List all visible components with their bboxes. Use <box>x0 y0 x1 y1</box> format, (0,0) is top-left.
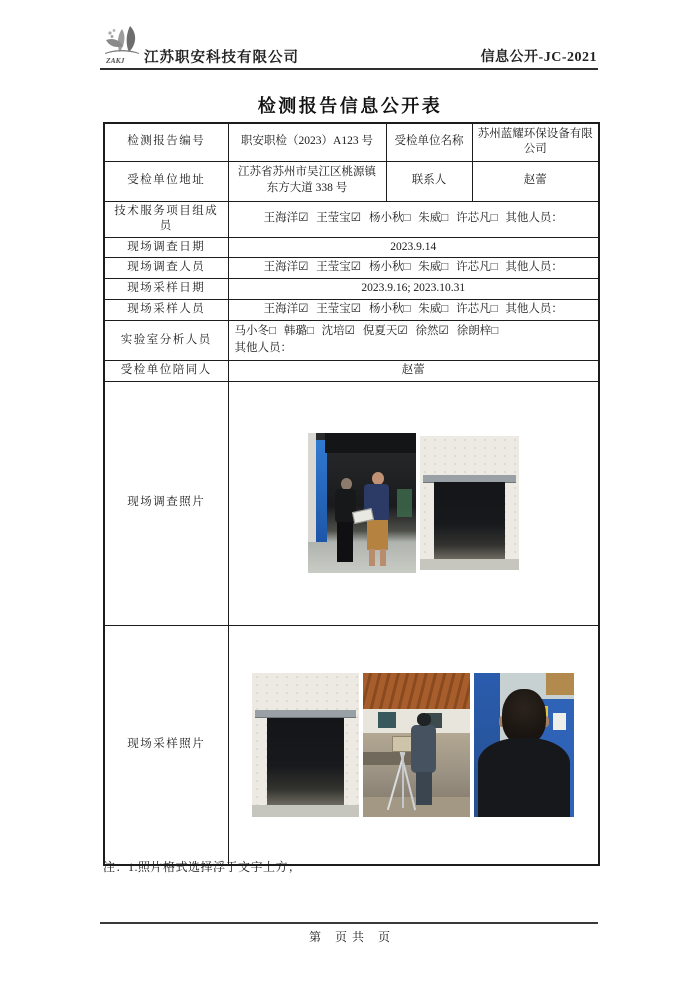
escort-value: 赵蕾 <box>228 361 599 382</box>
survey-staff-label: 现场调查人员 <box>104 258 228 279</box>
table-row <box>104 361 599 382</box>
lab-analysts-line1: 马小冬□ 韩璐□ 沈培☑ 倪夏天☑ 徐然☑ 徐朗梓□ <box>234 324 499 337</box>
survey-date-value: 2023.9.14 <box>228 237 599 258</box>
report-no-label: 检测报告编号 <box>104 123 228 161</box>
report-info-table <box>103 122 600 866</box>
sampling-date-value: 2023.9.16; 2023.10.31 <box>228 279 599 300</box>
survey-staff-value: 王海洋☑ 王莹宝☑ 杨小秋□ 朱威□ 许芯凡□ 其他人员： <box>228 258 599 279</box>
table-row <box>104 237 599 258</box>
doc-code: 信息公开-JC-2021 <box>480 50 597 65</box>
photo-door-lintel <box>423 475 516 482</box>
unit-name-value: 苏州蓝耀环保设备有限公司 <box>472 123 599 161</box>
unit-address-label: 受检单位地址 <box>104 161 228 201</box>
page-title: 检测报告信息公开表 <box>257 96 443 116</box>
table-row <box>104 320 599 361</box>
photo-worker-legs <box>416 772 432 805</box>
team-members-label: 技术服务项目组成员 <box>104 201 228 237</box>
survey-photos-cell <box>228 381 599 625</box>
table-row <box>104 123 599 161</box>
company-logo <box>99 25 145 67</box>
photo-head-back <box>502 689 546 744</box>
sampling-photo-entrance <box>252 673 359 817</box>
table-row <box>104 279 599 300</box>
lab-analysts-value <box>228 320 599 361</box>
sampling-photo-strip <box>233 673 595 817</box>
sampling-date-label: 现场采样日期 <box>104 279 228 300</box>
photo-shoulders <box>478 738 570 817</box>
logo-text: ZAKJ <box>106 56 125 65</box>
photo-label-paper <box>553 713 566 730</box>
photo-wall-edge <box>308 433 316 542</box>
lab-analysts-label: 实验室分析人员 <box>104 320 228 361</box>
photo-tripod-leg <box>402 751 404 809</box>
report-no-value: 职安职检（2023）A123 号 <box>228 123 386 161</box>
sampling-photo-tripod <box>363 673 470 817</box>
survey-photo-entrance <box>420 436 519 570</box>
photo-ground <box>252 805 359 817</box>
company-name: 江苏职安科技有限公司 <box>144 50 299 66</box>
photo-door-opening <box>267 718 344 804</box>
photo-blue-pillar <box>316 440 327 542</box>
photo-worker-head <box>417 713 431 726</box>
contact-label: 联系人 <box>386 161 472 201</box>
table-row <box>104 161 599 201</box>
survey-photo-consult <box>308 433 416 573</box>
sampling-photos-cell <box>228 625 599 865</box>
photo-person2-leg <box>380 549 386 566</box>
photo-door-lintel <box>255 710 356 717</box>
photo-dark-overhang <box>325 433 416 453</box>
photo-ground <box>420 559 519 570</box>
lab-analysts-line2: 其他人员： <box>234 342 292 355</box>
unit-name-label: 受检单位名称 <box>386 123 472 161</box>
sampling-staff-label: 现场采样人员 <box>104 299 228 320</box>
table-row <box>104 299 599 320</box>
photo-wood-item <box>546 673 574 695</box>
header-divider <box>100 68 598 70</box>
survey-photo-strip <box>233 433 595 573</box>
footer-divider <box>100 922 598 924</box>
table-row <box>104 201 599 237</box>
photo-person2-leg <box>369 549 375 566</box>
survey-photos-label: 现场调查照片 <box>104 381 228 625</box>
table-row <box>104 625 599 865</box>
escort-label: 受检单位陪同人 <box>104 361 228 382</box>
photo-worker-body <box>411 725 436 773</box>
table-row <box>104 258 599 279</box>
photo-person2-shorts <box>367 520 388 550</box>
photo-person1-legs <box>337 522 353 562</box>
photo-window <box>378 712 396 728</box>
photo-truss-roof <box>363 673 470 709</box>
sampling-photos-label: 现场采样照片 <box>104 625 228 865</box>
footnote: 注：1.照片格式选择浮于文字上方； <box>103 860 301 874</box>
contact-value: 赵蕾 <box>472 161 599 201</box>
sampling-photo-worker <box>474 673 574 817</box>
team-members-value: 王海洋☑ 王莹宝☑ 杨小秋□ 朱威□ 许芯凡□ 其他人员： <box>228 201 599 237</box>
survey-date-label: 现场调查日期 <box>104 237 228 258</box>
photo-green-machine <box>397 489 412 517</box>
unit-address-value: 江苏省苏州市吴江区桃源镇东方大道 338 号 <box>228 161 386 201</box>
footer-page-number: 第 页 共 页 <box>308 930 391 944</box>
table-row <box>104 381 599 625</box>
photo-door-opening <box>434 482 505 558</box>
sampling-staff-value: 王海洋☑ 王莹宝☑ 杨小秋□ 朱威□ 许芯凡□ 其他人员： <box>228 299 599 320</box>
